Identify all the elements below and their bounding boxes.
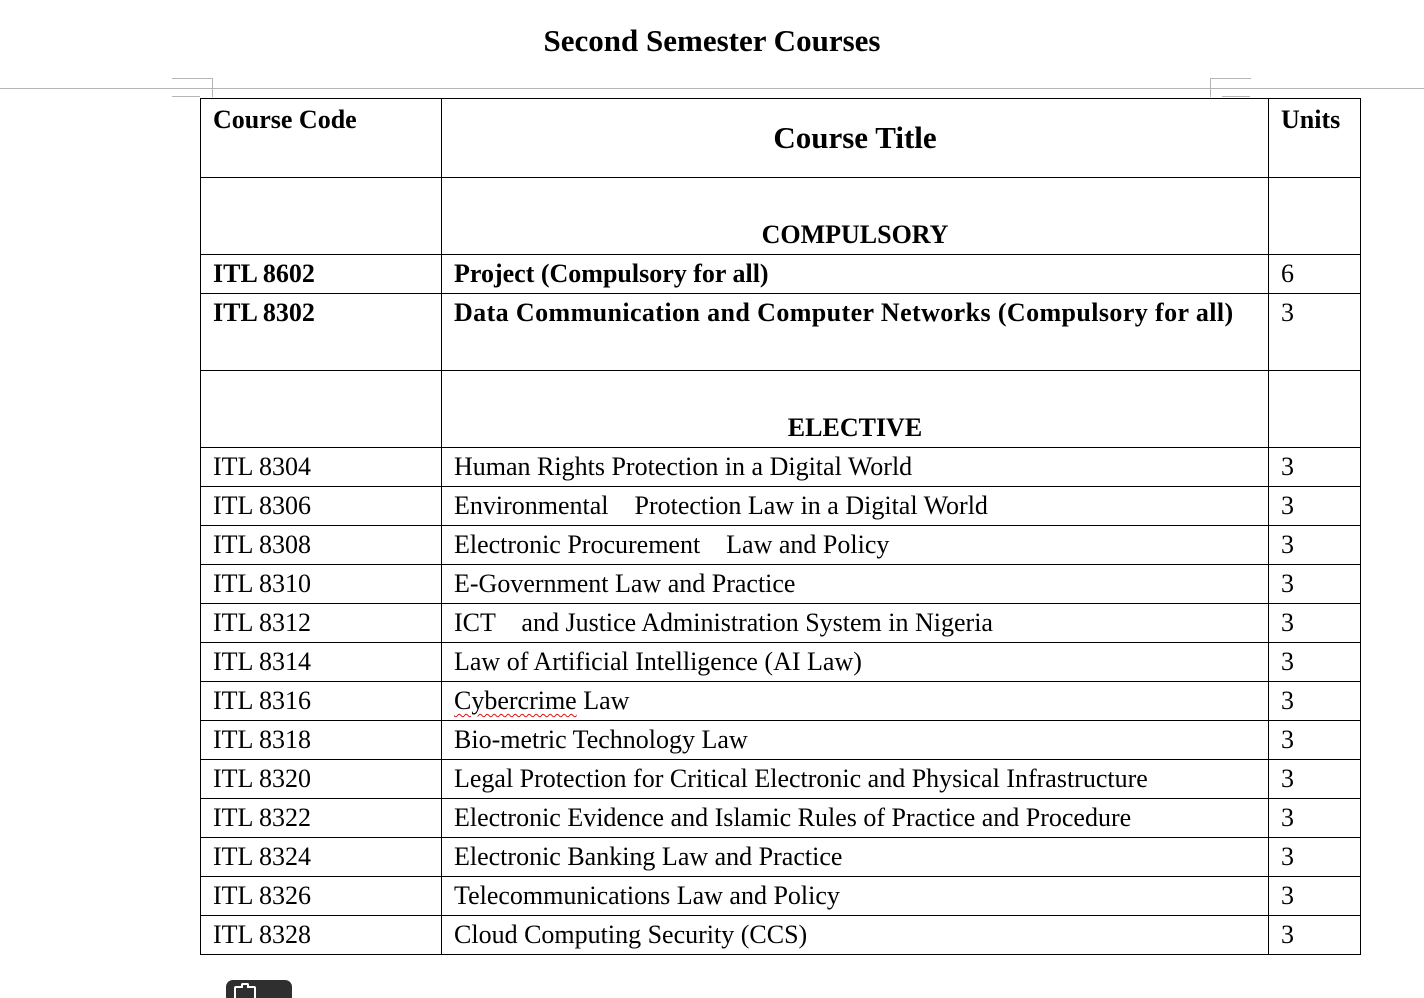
table-row	[201, 877, 1361, 916]
margin-corner-marker-left	[172, 78, 213, 97]
course-code-cell[interactable]: ITL 8602	[201, 255, 442, 294]
page-title: Second Semester Courses	[543, 23, 881, 58]
table-cell[interactable]	[1269, 178, 1361, 255]
table-row	[201, 682, 1361, 721]
course-units-cell[interactable]: 3	[1269, 682, 1361, 721]
course-code-cell[interactable]: ITL 8312	[201, 604, 442, 643]
course-units-cell[interactable]: 3	[1269, 877, 1361, 916]
course-code-cell[interactable]: ITL 8316	[201, 682, 442, 721]
section-heading-elective[interactable]: ELECTIVE	[442, 371, 1269, 448]
course-code-cell[interactable]: ITL 8304	[201, 448, 442, 487]
table-cell[interactable]	[201, 178, 442, 255]
table-cell[interactable]	[201, 371, 442, 448]
header-units[interactable]: Units	[1269, 99, 1361, 178]
course-units-cell[interactable]: 3	[1269, 916, 1361, 955]
course-units-cell[interactable]: 3	[1269, 526, 1361, 565]
course-title-cell[interactable]: Environmental Protection Law in a Digital World	[442, 487, 1269, 526]
table-row	[201, 604, 1361, 643]
course-units-cell[interactable]: 3	[1269, 565, 1361, 604]
course-code-cell[interactable]: ITL 8306	[201, 487, 442, 526]
course-units-cell[interactable]: 3	[1269, 487, 1361, 526]
table-row	[201, 565, 1361, 604]
course-title-cell[interactable]: Data Communication and Computer Networks (Compulsory for all)	[442, 294, 1269, 371]
course-units-cell[interactable]: 6	[1269, 255, 1361, 294]
course-title-cell[interactable]: E-Government Law and Practice	[442, 565, 1269, 604]
course-code-cell[interactable]: ITL 8324	[201, 838, 442, 877]
courses-table	[200, 98, 1361, 955]
course-code-cell[interactable]: ITL 8322	[201, 799, 442, 838]
course-title-cell[interactable]: Legal Protection for Critical Electronic and Physical Infrastructure	[442, 760, 1269, 799]
course-title-cell[interactable]: Electronic Procurement Law and Policy	[442, 526, 1269, 565]
course-units-cell[interactable]: 3	[1269, 838, 1361, 877]
course-code-cell[interactable]: ITL 8314	[201, 643, 442, 682]
course-title-cell[interactable]: Telecommunications Law and Policy	[442, 877, 1269, 916]
table-row	[201, 294, 1361, 371]
course-code-cell[interactable]: ITL 8328	[201, 916, 442, 955]
table-row	[201, 526, 1361, 565]
course-title-cell[interactable]: Human Rights Protection in a Digital World	[442, 448, 1269, 487]
table-row	[201, 838, 1361, 877]
course-units-cell[interactable]: 3	[1269, 604, 1361, 643]
course-code-cell[interactable]: ITL 8308	[201, 526, 442, 565]
course-title-cell[interactable]: Cloud Computing Security (CCS)	[442, 916, 1269, 955]
course-title-cell[interactable]: Electronic Banking Law and Practice	[442, 838, 1269, 877]
course-title-cell[interactable]: Project (Compulsory for all)	[442, 255, 1269, 294]
course-units-cell[interactable]: 3	[1269, 760, 1361, 799]
header-course-code[interactable]: Course Code	[201, 99, 442, 178]
header-course-title[interactable]: Course Title	[442, 99, 1269, 178]
clipboard-icon	[234, 986, 256, 998]
misspelled-word[interactable]: Cybercrime	[454, 686, 577, 715]
table-row	[201, 721, 1361, 760]
table-row	[201, 255, 1361, 294]
course-code-cell[interactable]: ITL 8302	[201, 294, 442, 371]
course-title-cell[interactable]: ICT and Justice Administration System in Nigeria	[442, 604, 1269, 643]
course-units-cell[interactable]: 3	[1269, 799, 1361, 838]
table-row	[201, 448, 1361, 487]
course-title-cell[interactable]	[442, 682, 1269, 721]
course-title-cell[interactable]: Bio-metric Technology Law	[442, 721, 1269, 760]
table-header-row	[201, 99, 1361, 178]
table-row	[201, 916, 1361, 955]
section-row-compulsory	[201, 178, 1361, 255]
margin-corner-marker-right-base	[1222, 96, 1250, 97]
course-units-cell[interactable]: 3	[1269, 448, 1361, 487]
section-heading-compulsory[interactable]: COMPULSORY	[442, 178, 1269, 255]
course-code-cell[interactable]: ITL 8318	[201, 721, 442, 760]
course-code-cell[interactable]: ITL 8310	[201, 565, 442, 604]
table-cell[interactable]	[1269, 371, 1361, 448]
paste-options-button[interactable]	[226, 980, 292, 998]
section-row-elective	[201, 371, 1361, 448]
course-units-cell[interactable]: 3	[1269, 643, 1361, 682]
table-row	[201, 643, 1361, 682]
margin-corner-marker-right	[1210, 78, 1251, 97]
table-row	[201, 760, 1361, 799]
course-code-cell[interactable]: ITL 8320	[201, 760, 442, 799]
course-title-cell[interactable]: Electronic Evidence and Islamic Rules of Practice and Procedure	[442, 799, 1269, 838]
course-units-cell[interactable]: 3	[1269, 294, 1361, 371]
table-row	[201, 487, 1361, 526]
course-code-cell[interactable]: ITL 8326	[201, 877, 442, 916]
margin-corner-marker-left-base	[172, 96, 200, 97]
course-title-cell[interactable]: Law of Artificial Intelligence (AI Law)	[442, 643, 1269, 682]
table-row	[201, 799, 1361, 838]
course-title-text: Law	[576, 686, 630, 715]
course-units-cell[interactable]: 3	[1269, 721, 1361, 760]
